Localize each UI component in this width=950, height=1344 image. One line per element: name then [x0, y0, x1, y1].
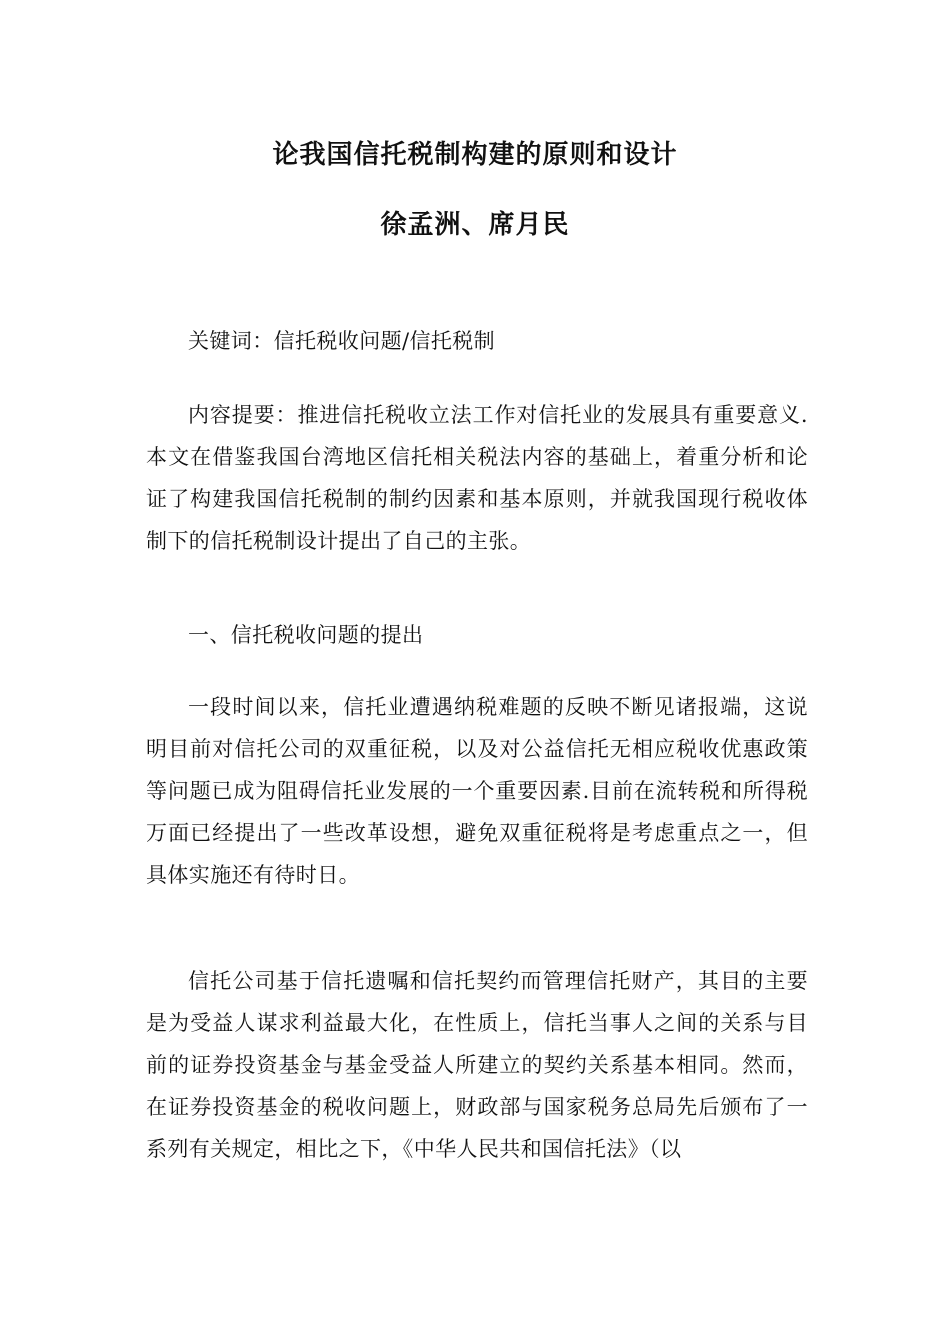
abstract-paragraph: 内容提要：推进信托税收立法工作对信托业的发展具有重要意义.本文在借鉴我国台湾地区信托相关税法内容的基础上，着重分析和论证了构建我国信托税制的制约因素和基本原则，并就我国现行税收体制下的信托税制设计提出了自己的主张。: [146, 403, 808, 553]
paper-title: 论我国信托税制构建的原则和设计: [272, 140, 678, 170]
paper-authors: 徐孟洲、席月民: [380, 210, 570, 240]
section-heading: 一、信托税收问题的提出: [188, 623, 424, 647]
keywords-paragraph: 关键词：信托税收问题/信托税制: [188, 329, 496, 353]
body-paragraph-1: 一段时间以来，信托业遭遇纳税难题的反映不断见诸报端，这说明目前对信托公司的双重征税，以及对公益信托无相应税收优惠政策等问题已成为阻碍信托业发展的一个重要因素.目前在流转税和所得税万面已经提出了一些改革设想，避免双重征税将是考虑重点之一，但具体实施还有待时日。: [146, 695, 808, 887]
body-paragraph-2: 信托公司基于信托遗嘱和信托契约而管理信托财产，其目的主要是为受益人谋求利益最大化，在性质上，信托当事人之间的关系与目前的证券投资基金与基金受益人所建立的契约关系基本相同。然而，在证券投资基金的税收问题上，财政部与国家税务总局先后颁布了一系列有关规定，相比之下，《中华人民共和国信托法》（以: [146, 969, 808, 1161]
